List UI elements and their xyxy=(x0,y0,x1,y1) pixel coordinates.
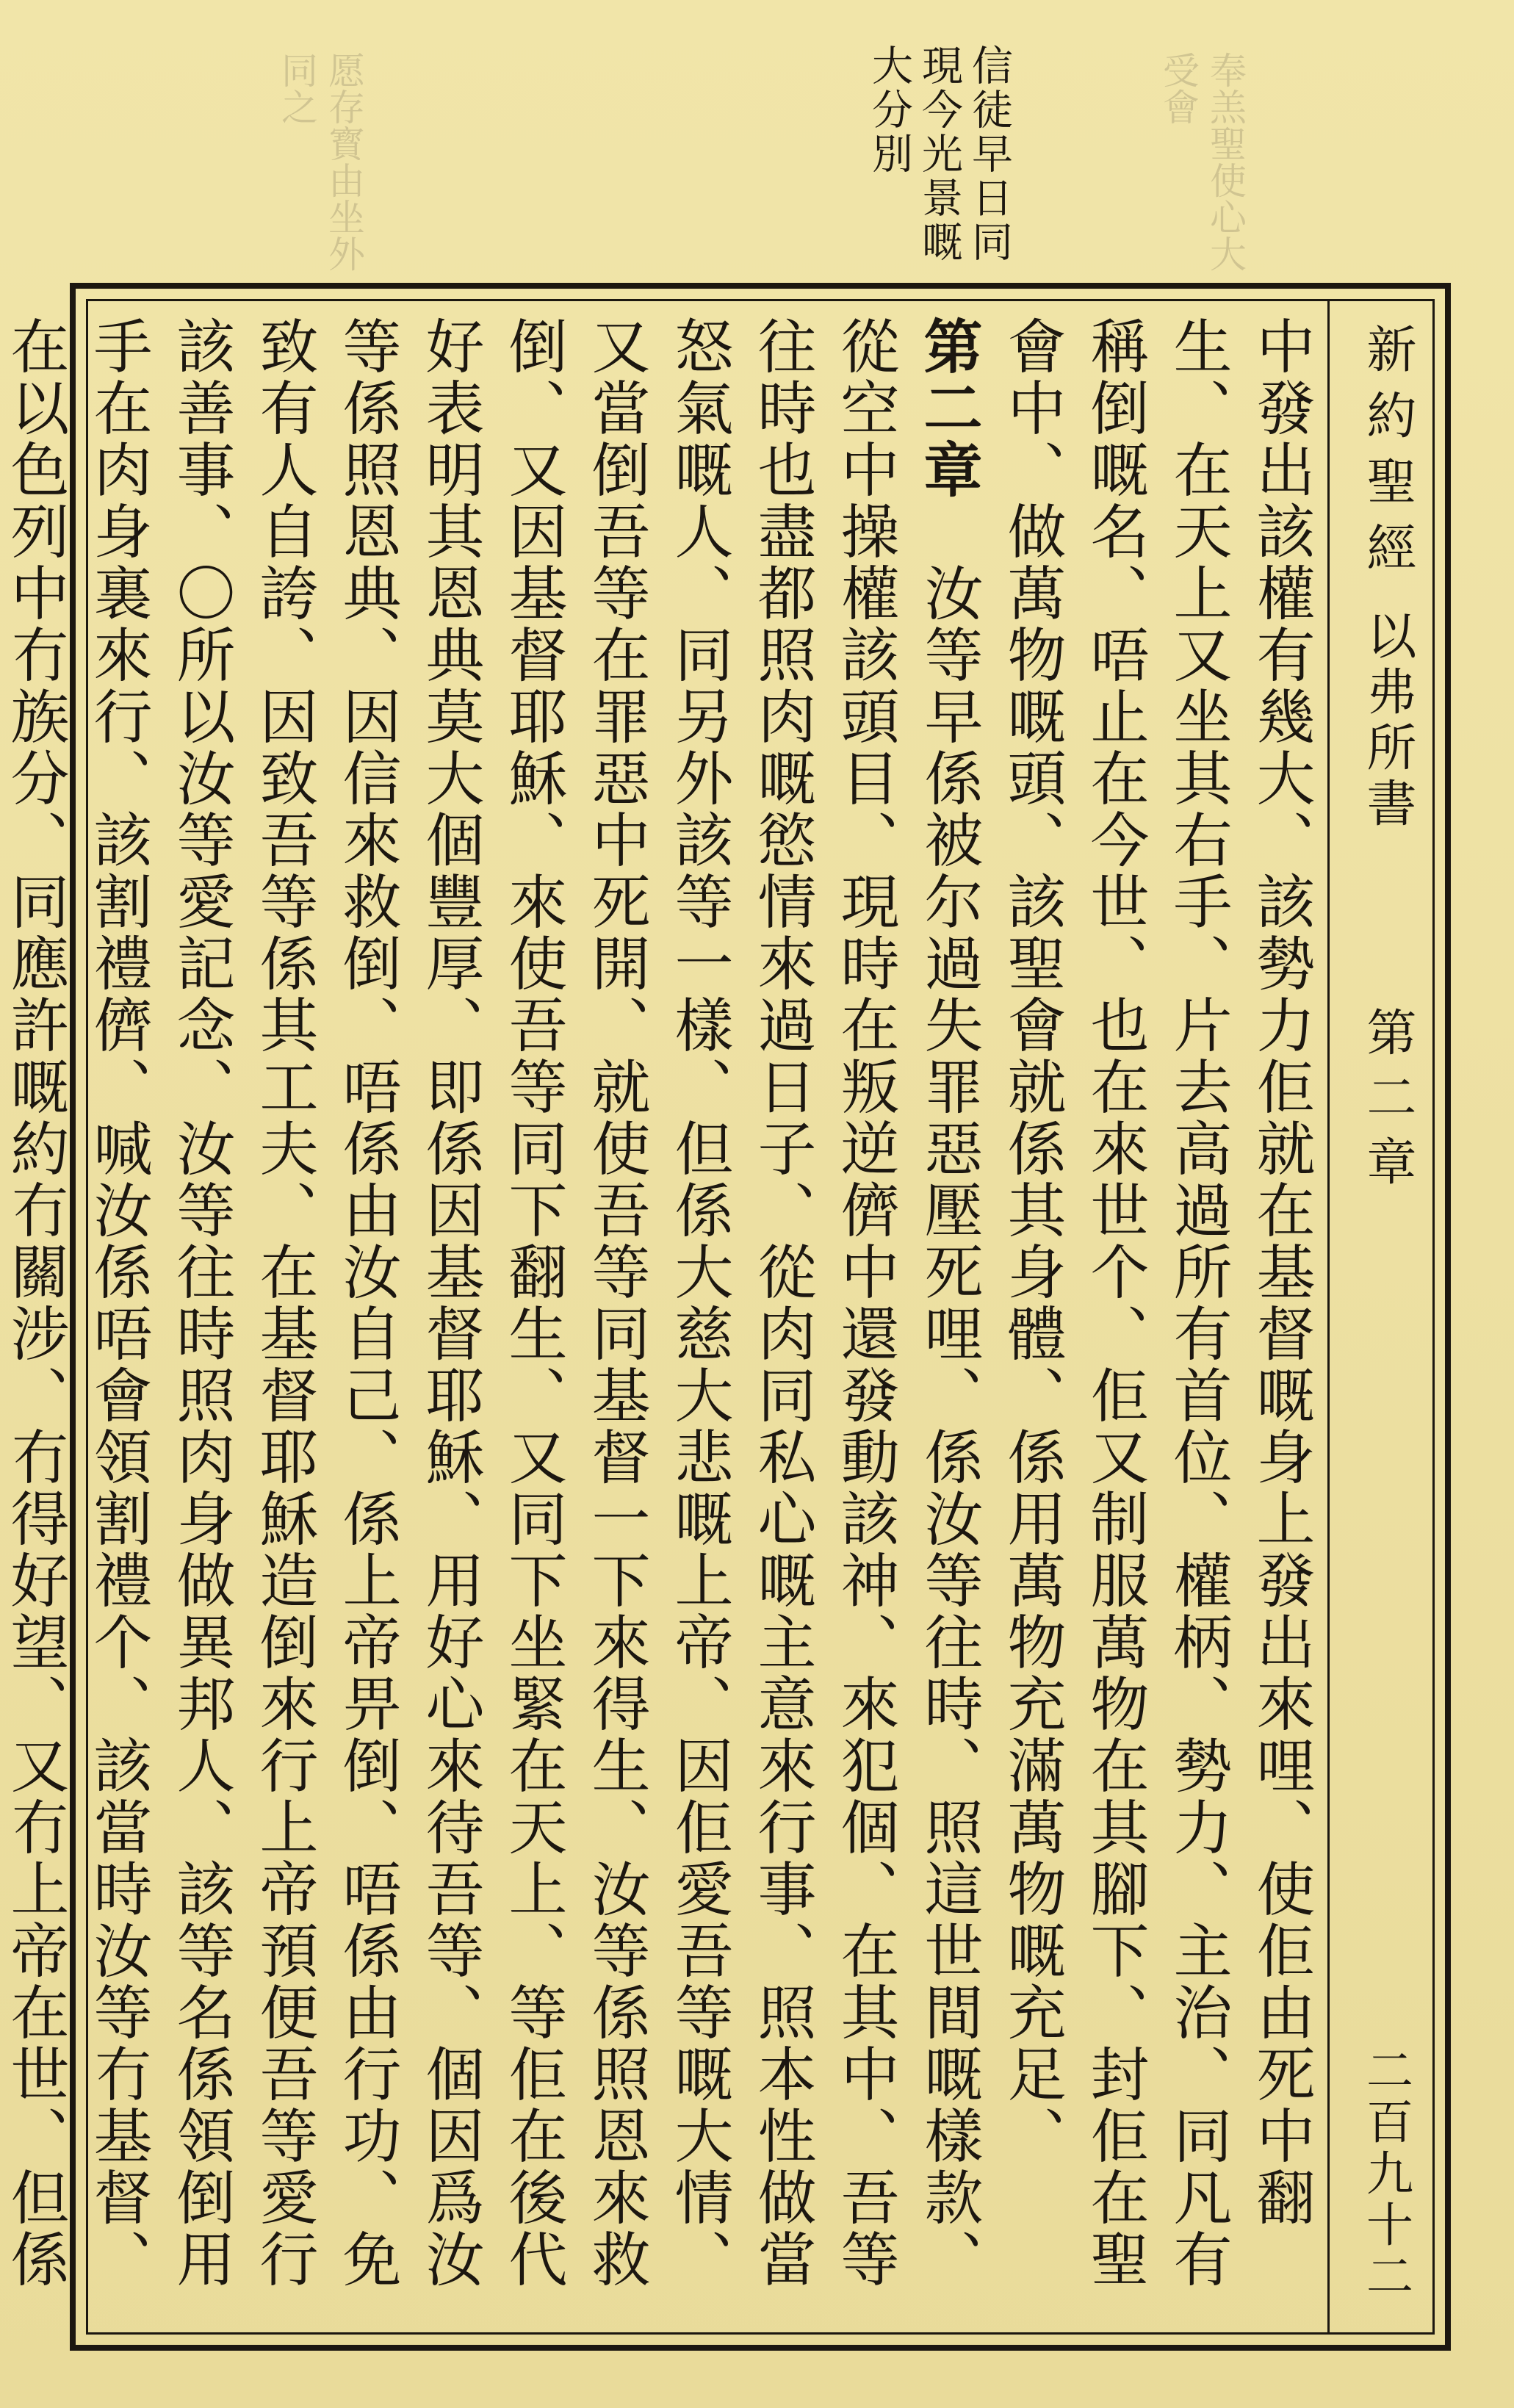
running-header xyxy=(1327,301,1432,2332)
body-text xyxy=(1,316,1322,2318)
header-title: 新約聖經 xyxy=(1358,323,1416,588)
header-page-number: 二百九十二 xyxy=(1358,2046,1413,2303)
paragraph-2: 汝等早係被尔過失罪惡壓死哩、係汝等往時、照這世間嘅樣款、從空中操權該頭目、現時在叛逆儕中還發動該神、來犯個、在其中、吾等往時也盡都照肉嘅慾情來過日子、從肉同私心嘅主意來行事、照本性做當怒氣嘅人、同另外該等一樣、但係大慈大悲嘅上帝、因佢愛吾等嘅大情、又當倒吾等在罪惡中死開、就使吾等同基督一下來得生、汝等係照恩來救倒、又因基督耶穌、來使吾等同下翻生、又同下坐緊在天上、等佢在後代好表明其恩典莫大個豐厚、即係因基督耶穌、用好心來待吾等、個因爲汝等係照恩典、因信來救倒、唔係由汝自己、係上帝畀倒、唔係由行功、免致有人自誇、因致吾等係其工夫、在基督耶穌造倒來行上帝預便吾等愛行該善事、〇所以汝等愛記念、汝等往時照肉身做異邦人、該等名係領倒用手在肉身裏來行、該割禮儕、喊汝係唔會領割禮个、該當時汝等冇基督、在以色列中冇族分、同應許嘅約冇關涉、冇得好望、又冇上帝在世、但係 xyxy=(1,316,983,2290)
paragraph-1: 中發出該權有幾大、該勢力佢就在基督嘅身上發出來哩、使佢由死中翻生、在天上又坐其右手、片去高過所有首位、權柄、勢力、主治、同凡有稱倒嘅名、唔止在今世、也在來世个、佢又制服萬物在其腳下、封佢在聖會中、做萬物嘅頭、該聖會就係其身體、係用萬物充滿萬物嘅充足、 xyxy=(998,316,1315,2290)
inner-frame xyxy=(1,299,1435,2335)
margin-note-line-1: 信徒早日同 xyxy=(965,44,1013,264)
margin-note-line-2: 現今光景嘅 xyxy=(915,44,963,264)
bleed-through-right: 奉羔聖使心大受會 xyxy=(1157,51,1247,272)
bleed-through-left: 愿存寳由坐外同之 xyxy=(275,51,365,272)
margin-note xyxy=(852,44,1014,279)
header-book: 以弗所書 xyxy=(1358,610,1416,833)
chapter-heading: 第二章 xyxy=(914,316,983,501)
text-frame xyxy=(1,283,1451,2351)
header-chapter: 第二章 xyxy=(1358,1006,1416,1200)
margin-note-line-3: 大分別 xyxy=(865,44,913,176)
